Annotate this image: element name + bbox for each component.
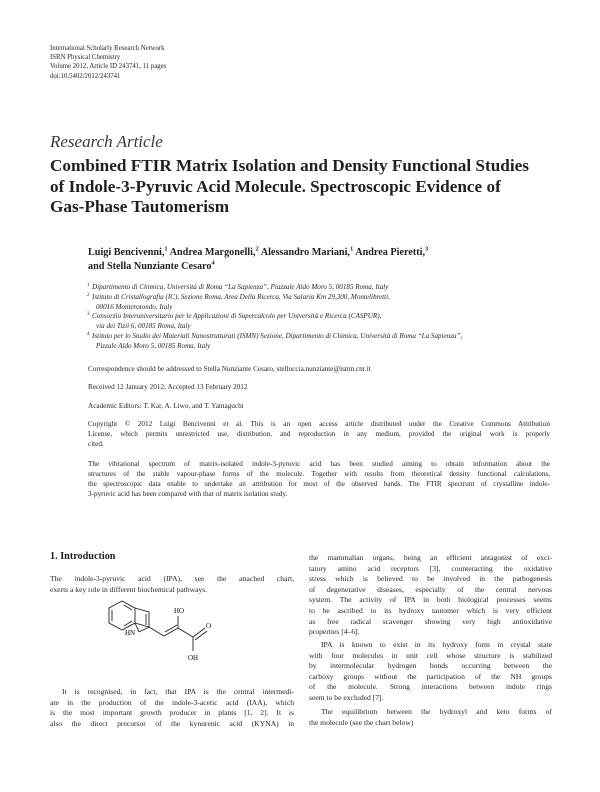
text-line: tatory amino acid receptors [3], counteracting the oxidative (309, 563, 552, 573)
benzene-ring (109, 601, 135, 630)
intro-paragraph (50, 574, 294, 595)
side-chain-bond (164, 628, 178, 636)
text-line: IPA is known to exist in its hydroxy form in crystal state (321, 640, 552, 649)
double-bond (165, 625, 177, 632)
section-heading: 1. Introduction (50, 551, 116, 562)
structure-label-hn: HN (125, 629, 136, 637)
title-line: Combined FTIR Matrix Isolation and Density Functional Studies (50, 156, 529, 175)
received-date: Received 12 January 2012; Accepted 13 February 2012 (88, 383, 248, 391)
side-chain-bond (178, 628, 193, 637)
affiliation-line: 00016 Monterotondo, Italy (96, 302, 173, 311)
structure-label-oh: OH (188, 654, 199, 662)
affiliation-number: 1 (87, 283, 90, 288)
text-line: of degenerative diseases, especially of the central nervous (309, 584, 552, 594)
affiliation (88, 293, 563, 313)
affiliation-list (88, 283, 563, 352)
pyrrole-bond (139, 627, 149, 632)
author-affil-ref: 1 (164, 245, 168, 253)
pyrrole-ring (135, 608, 149, 627)
affiliation-line: Dipartimento di Chimica, Università di Roma “La Sapienza”, Piazzale Aldo Moro 5, 00185 Roma, Italy (92, 283, 389, 291)
abstract-line: 3-pyruvic acid has been compared with that of matrix isolation study. (88, 490, 288, 499)
affiliation-line: Pizzale Aldo Moro 5, 00185 Roma, Italy (96, 341, 211, 350)
author-affil-ref: 4 (211, 259, 215, 267)
copyright-line: Copyright © 2012 Luigi Bencivenni et al. This is an open access article distributed under the Creative Commons Attribution (88, 420, 550, 428)
author-name: Andrea Margonelli, (167, 247, 256, 258)
intro-paragraph (50, 687, 294, 729)
affiliation (88, 332, 563, 352)
text-line: the molecule (see the chart below) (309, 717, 414, 727)
affiliation-line: Istituto per lo Studio dei Materiali Nanostrutturati (ISMN) Sezione, Dipartimento di Chimica, Università di Roma “La Sapienza”, (92, 331, 463, 340)
author-name: and Stella Nunziante Cesaro (88, 261, 212, 272)
affiliation-line: Consorzio Interuniversitario per le Applicazioni di Supercalcolo per Università e Ricerca (CASPUR), (92, 312, 382, 321)
affiliation (88, 283, 563, 293)
text-line: the mammalian organs, being an efficient antagonist of exci- (309, 553, 552, 562)
academic-editors: Academic Editors: T. Kar, A. Liwo, and T. Yamaguchi (88, 402, 244, 410)
affiliation-line: Istituto di Cristallografia (IC), Sezione Roma, Area Della Ricerca, Via Salaria Km 29,300, Montelibretti, (92, 292, 390, 301)
author-affil-ref: 3 (425, 245, 429, 253)
paper-title (50, 156, 560, 218)
affiliation-number: 4 (87, 331, 90, 337)
author-name: Luigi Bencivenni, (88, 247, 165, 258)
text-line: is the most important growth producer in plants [1, 2]. It is (50, 708, 294, 718)
author-affil-ref: 1 (349, 245, 354, 253)
copyright-line: License, which permits unrestricted use, distribution, and reproduction in any medium, provided the original work is properly (88, 430, 550, 439)
abstract-line: The vibrational spectrum of matrix-isolated indole-3-pyruvic acid has been studied aiming to obtain information about the (88, 460, 550, 468)
journal-header (50, 44, 166, 81)
text-line: stress which is believed to be involved in the pathogenesis (309, 574, 552, 584)
text-line: The equilibrium between the hydroxyl and keto forms of (321, 707, 552, 716)
text-line: exerts a key role in different biochemical pathways. (50, 584, 208, 594)
text-line: of the molecule. Strong interactions between indole rings (309, 682, 552, 692)
journal-subtitle: ISRN Physical Chemistry (50, 54, 121, 62)
text-line: system. The activity of IPA in both biological processes seems (309, 595, 552, 605)
author-name: Alessandro Mariani, (258, 247, 350, 258)
abstract-line: the spectroscopic data enable to undertake an attribution for most of the observed bands. The FTIR spectrum of crystalline indole- (88, 480, 550, 489)
author-line (88, 260, 428, 274)
journal-name: International Scholarly Research Network (50, 45, 165, 52)
double-bond (195, 631, 207, 640)
text-line: seem to be excluded [7]. (309, 692, 384, 702)
text-line: with four molecules in unit cell whose structure is stabilized (309, 650, 552, 660)
text-line: The indole-3-pyruvic acid (IPA), see the attached chart, (50, 574, 294, 583)
author-name: Andrea Pieretti, (353, 247, 426, 258)
title-line: Gas-Phase Tautomerism (50, 197, 230, 216)
article-type: Research Article (50, 132, 163, 151)
copyright-notice (88, 419, 550, 449)
intro-paragraph (309, 553, 552, 638)
affiliation-number: 3 (87, 312, 90, 318)
title-line: of Indole-3-Pyruvic Acid Molecule. Spectroscopic Evidence of (50, 176, 501, 196)
text-line: to be ascribed to its hydroxy tautomer which is very efficient (309, 605, 552, 615)
text-line: by intermolecular hydrogen bonds occurring between the (309, 661, 552, 671)
text-line: also the direct precursor of the kynurenic acid (KYNA) in (50, 718, 294, 728)
affiliation (88, 312, 563, 332)
affiliation-number: 2 (87, 292, 90, 298)
text-line: ate in the production of the indole-3-acetic acid (IAA), which (50, 697, 294, 707)
intro-paragraph (309, 640, 552, 704)
correspondence: Correspondence should be addressed to Stella Nunziante Cesaro, stelluccia.nunziante@ismn.cnr.it (88, 365, 371, 373)
text-line: carboxy groups without the participation of the NH groups (309, 671, 552, 681)
text-line: It is recognised, in fact, that IPA is the central intermedi- (62, 687, 294, 696)
journal-volume: Volume 2012, Article ID 243741, 11 pages (50, 63, 167, 71)
carbonyl-bond (193, 628, 205, 637)
indole-pyruvic-acid-structure (95, 598, 255, 672)
structure-label-ho: HO (174, 607, 185, 615)
copyright-line: cited. (88, 440, 104, 449)
journal-doi: doi:10.5402/2012/243741 (50, 72, 121, 80)
abstract-line: structures of the stable vapour-phase forms of the molecule. Together with results from theoretical density functional calculations, (88, 470, 550, 479)
structure-label-o: O (206, 622, 212, 630)
structure-bonds (109, 601, 207, 651)
author-affil-ref: 2 (255, 245, 259, 253)
side-chain-bond (149, 627, 164, 636)
author-line (88, 246, 428, 260)
abstract (88, 459, 550, 499)
affiliation-line: via dei Tizii 6, 00185 Roma, Italy (96, 322, 191, 331)
intro-paragraph (309, 707, 552, 728)
text-line: as free radical scavenger showing very high antioxidative (309, 616, 552, 626)
author-list (88, 246, 428, 274)
text-line: properties [4–6]. (309, 627, 360, 637)
